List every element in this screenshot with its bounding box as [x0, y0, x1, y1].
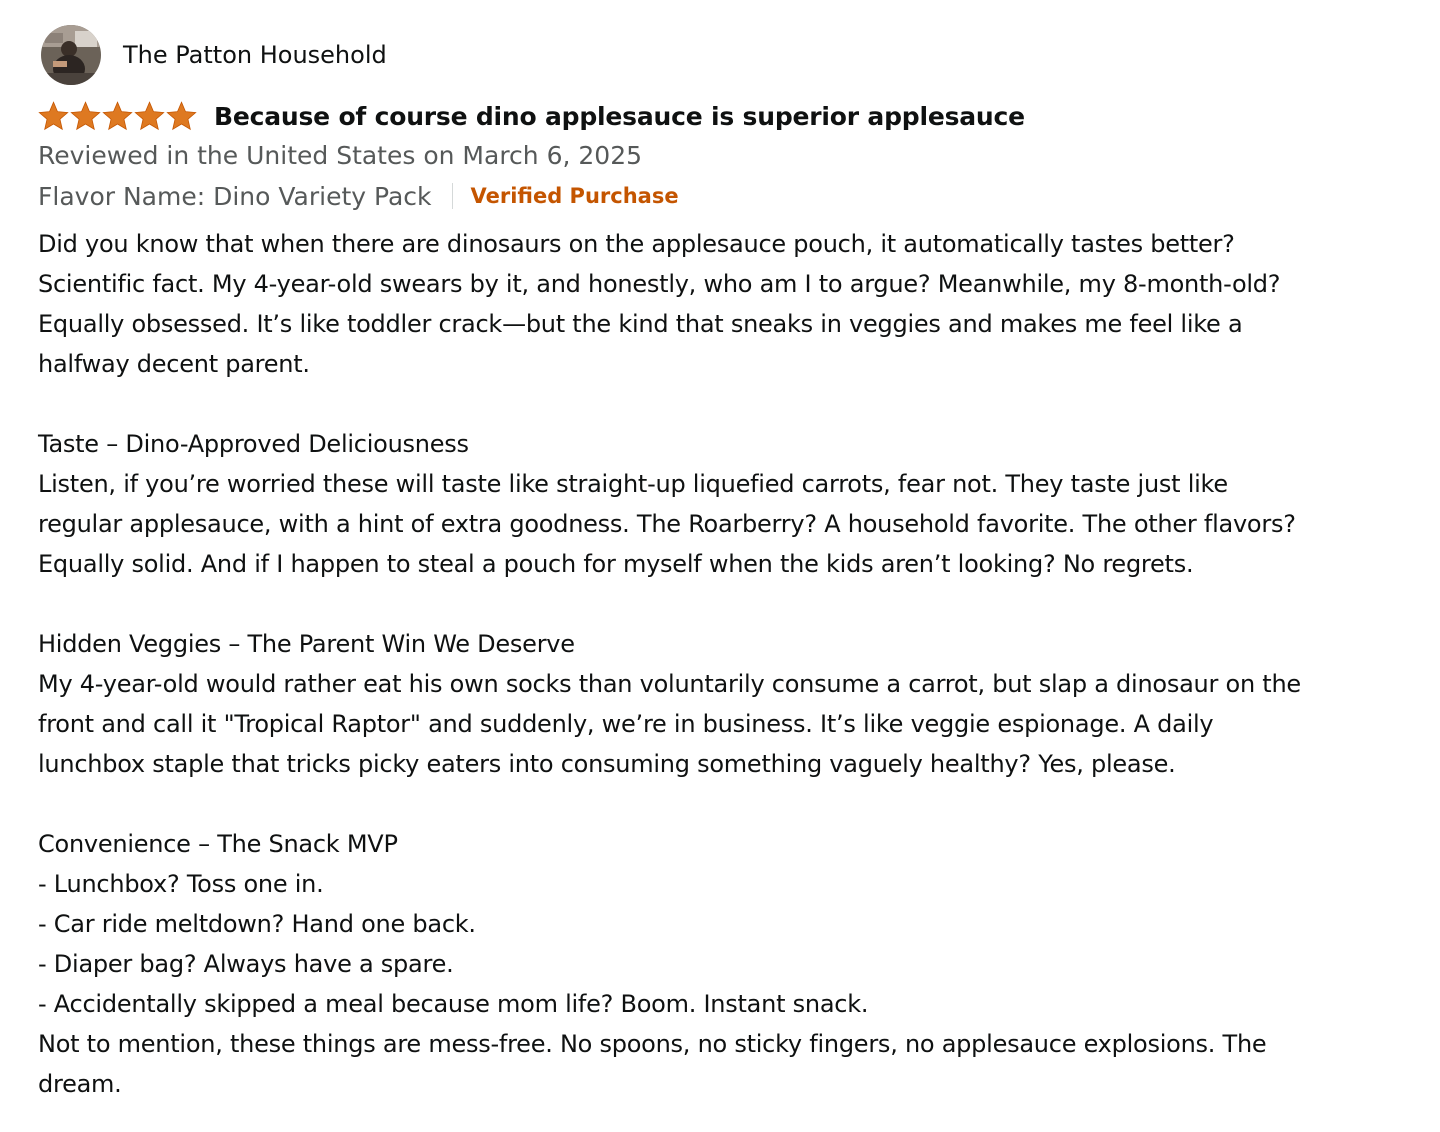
verified-purchase-badge: Verified Purchase [470, 184, 679, 208]
paragraph-spacer [38, 584, 1402, 624]
review-body-line: Equally solid. And if I happen to steal a pouch for myself when the kids aren’t looking? No regrets. [38, 550, 1194, 578]
review-body-line: - Car ride meltdown? Hand one back. [38, 910, 476, 938]
paragraph-spacer [38, 784, 1402, 824]
review-body-line: Listen, if you’re worried these will taste like straight-up liquefied carrots, fear not. They taste just like [38, 470, 1228, 498]
reviewer-profile[interactable] [41, 24, 1402, 86]
avatar[interactable] [41, 25, 101, 85]
meta-divider [452, 183, 453, 209]
star-icon [134, 101, 165, 131]
reviewer-name[interactable]: The Patton Household [123, 41, 387, 69]
review-body-line: Equally obsessed. It’s like toddler crack—but the kind that sneaks in veggies and makes me feel like a [38, 310, 1243, 338]
review-body-line: halfway decent parent. [38, 350, 310, 378]
star-icon [102, 101, 133, 131]
review-title-row [38, 96, 1402, 136]
review-body-line: dream. [38, 1070, 122, 1098]
review-body-line: Did you know that when there are dinosaurs on the applesauce pouch, it automatically tastes better? [38, 230, 1235, 258]
review-body-line: - Lunchbox? Toss one in. [38, 870, 324, 898]
review-format-row [38, 176, 1402, 216]
review-body-line: Scientific fact. My 4-year-old swears by it, and honestly, who am I to argue? Meanwhile, my 8-month-old? [38, 270, 1281, 298]
avatar-photo-icon [41, 25, 101, 85]
review-body-line: My 4-year-old would rather eat his own socks than voluntarily consume a carrot, but slap a dinosaur on the [38, 670, 1301, 698]
review-title[interactable]: Because of course dino applesauce is superior applesauce [214, 101, 1025, 131]
review-body [38, 224, 1402, 1104]
star-icon [38, 101, 69, 131]
review-body-line: Hidden Veggies – The Parent Win We Deserve [38, 630, 575, 658]
review-body-line: Convenience – The Snack MVP [38, 830, 398, 858]
review-format[interactable]: Flavor Name: Dino Variety Pack [38, 181, 432, 211]
review-body-line: lunchbox staple that tricks picky eaters into consuming something vaguely healthy? Yes, please. [38, 750, 1176, 778]
review-body-line: Not to mention, these things are mess-free. No spoons, no sticky fingers, no applesauce explosions. The [38, 1030, 1267, 1058]
review-body-line: Taste – Dino-Approved Deliciousness [38, 430, 469, 458]
review-body-line: - Diaper bag? Always have a spare. [38, 950, 454, 978]
review-body-line: regular applesauce, with a hint of extra goodness. The Roarberry? A household favorite. The other flavors? [38, 510, 1296, 538]
review-body-line: front and call it "Tropical Raptor" and suddenly, we’re in business. It’s like veggie espionage. A daily [38, 710, 1214, 738]
star-icon [166, 101, 197, 131]
review-body-line: - Accidentally skipped a meal because mom life? Boom. Instant snack. [38, 990, 869, 1018]
star-rating[interactable] [38, 101, 198, 131]
review-date: Reviewed in the United States on March 6, 2025 [38, 141, 643, 170]
star-icon [70, 101, 101, 131]
paragraph-spacer [38, 384, 1402, 424]
